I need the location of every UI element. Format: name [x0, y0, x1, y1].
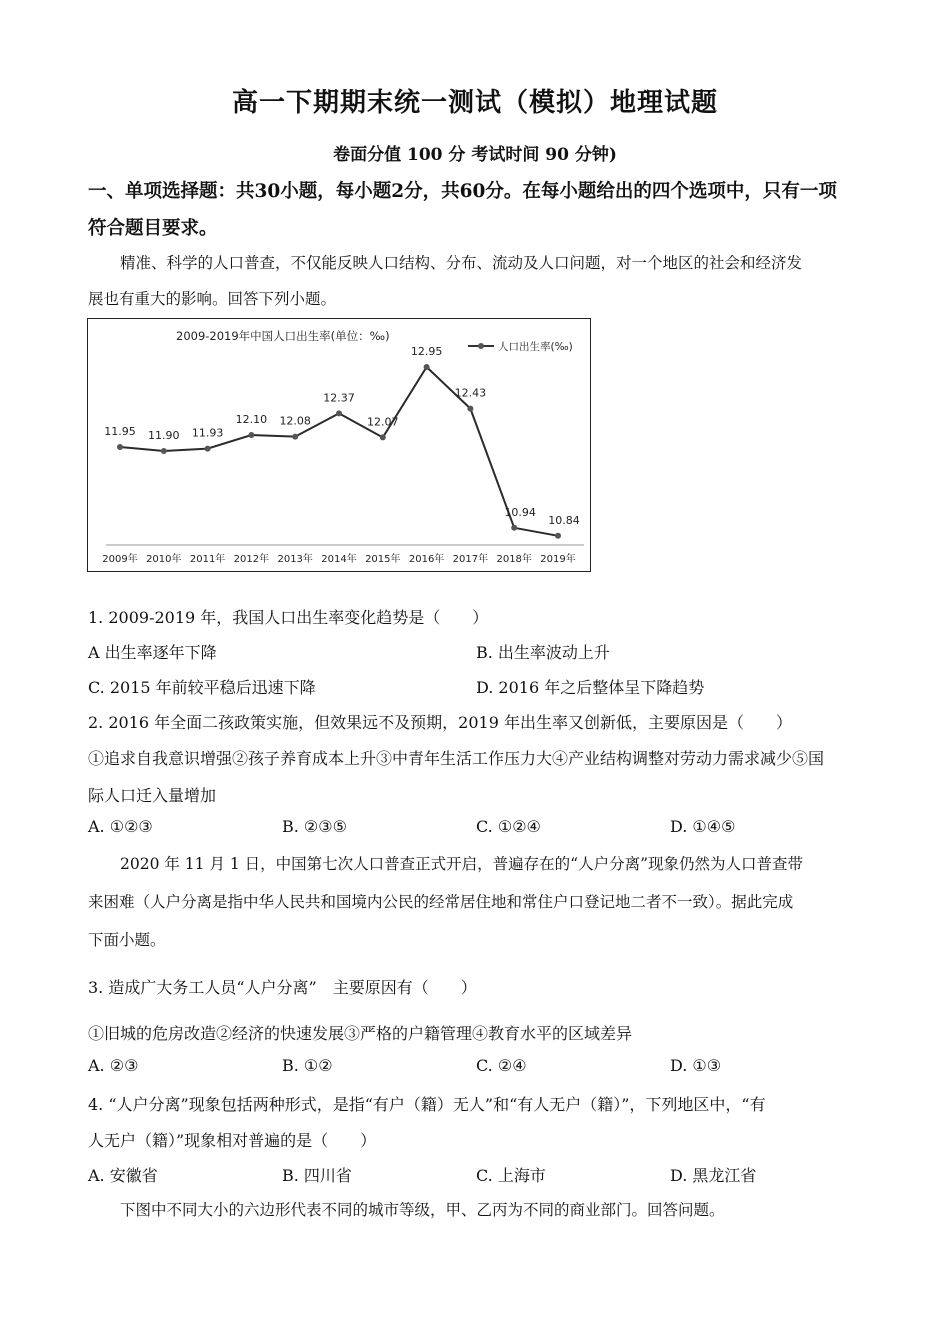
q4-text-line2: 人无户（籍）”现象相对普遍的是（ ）: [88, 1131, 377, 1150]
intro1-line1: 精准、科学的人口普查，不仅能反映人口结构、分布、流动及人口问题，对一个地区的社会和经济发: [120, 254, 803, 272]
q2-text: 2. 2016 年全面二孩政策实施，但效果远不及预期，2019 年出生率又创新低，主要原因是（ ）: [88, 713, 792, 732]
section-heading-line1: 一、单项选择题：共30小题，每小题2分，共60分。在每小题给出的四个选项中，只有一项: [88, 181, 837, 202]
data-label: 10.84: [548, 513, 580, 527]
data-label: 12.37: [323, 391, 355, 405]
x-tick-label: 2014年: [321, 554, 357, 565]
intro2-line1: 2020 年 11 月 1 日，中国第七次人口普查正式开启，普遍存在的“人户分离”现象仍然为人口普查带: [120, 855, 804, 873]
q1-text: 1. 2009-2019 年，我国人口出生率变化趋势是（ ）: [88, 608, 489, 627]
q3-text: 3. 造成广大务工人员“人户分离” 主要原因有（ ）: [88, 978, 477, 997]
intro1-line2: 展也有重大的影响。回答下列小题。: [88, 290, 337, 308]
x-tick-label: 2015年: [365, 554, 401, 565]
data-point: [511, 525, 517, 531]
chart-marks: [102, 345, 579, 565]
data-label: 12.08: [279, 414, 311, 428]
q3-option-b: B. ①②: [282, 1056, 333, 1075]
data-point: [205, 446, 211, 452]
q3-option-c: C. ②④: [476, 1056, 527, 1075]
birth-rate-chart: [87, 318, 591, 572]
q2-option-a: A. ①②③: [88, 817, 153, 836]
data-point: [248, 432, 254, 438]
q4-option-c: C. 上海市: [476, 1166, 546, 1185]
data-label: 11.95: [104, 425, 136, 438]
q4-text-line1: 4. “人户分离”现象包括两种形式，是指“有户（籍）无人”和“有人无户（籍）”，下列地区中，“有: [88, 1095, 766, 1114]
x-tick-label: 2013年: [277, 554, 313, 565]
q1-option-a: A 出生率逐年下降: [88, 643, 217, 662]
data-label: 11.90: [148, 429, 180, 442]
legend-marker: [478, 343, 484, 349]
data-point: [467, 406, 473, 412]
x-tick-label: 2019年: [540, 554, 576, 565]
intro2-line2: 来困难（人户分离是指中华人民共和国境内公民的经常居住地和常住户口登记地二者不一致）。据此完成: [88, 893, 794, 911]
intro3: 下图中不同大小的六边形代表不同的城市等级，甲、乙丙为不同的商业部门。回答问题。: [120, 1201, 725, 1219]
legend-label: 人口出生率(‰): [498, 341, 573, 353]
q3-option-d: D. ①③: [670, 1056, 722, 1075]
q2-option-c: C. ①②④: [476, 817, 541, 836]
section-heading-line2: 符合题目要求。: [88, 218, 218, 239]
q2-option-d: D. ①④⑤: [670, 817, 736, 836]
data-label: 12.95: [410, 345, 443, 358]
q1-option-d: D. 2016 年之后整体呈下降趋势: [476, 678, 705, 697]
data-point: [161, 448, 167, 454]
data-point: [292, 434, 298, 440]
data-label: 12.10: [235, 413, 268, 426]
data-point: [424, 364, 430, 370]
q4-option-d: D. 黑龙江省: [670, 1166, 757, 1185]
chart-title: 2009-2019年中国人口出生率(单位：‰): [176, 329, 390, 343]
data-point: [117, 444, 123, 450]
q2-stem-line2: 际人口迁入量增加: [88, 786, 217, 805]
q3-stem: ①旧城的危房改造②经济的快速发展③严格的户籍管理④教育水平的区域差异: [88, 1024, 633, 1043]
q4-option-b: B. 四川省: [282, 1166, 352, 1185]
x-tick-label: 2011年: [189, 554, 226, 565]
page-title: 高一下期期末统一测试（模拟）地理试题: [231, 88, 718, 118]
data-point: [555, 533, 561, 539]
data-point: [336, 410, 342, 416]
intro2-line3: 下面小题。: [88, 931, 166, 949]
x-tick-label: 2017年: [452, 554, 489, 565]
x-tick-label: 2009年: [102, 554, 138, 565]
data-label: 12.07: [367, 415, 399, 429]
q3-option-a: A. ②③: [88, 1056, 139, 1075]
exam-info: 卷面分值 100 分 考试时间 90 分钟): [333, 145, 617, 165]
chart-svg: [88, 319, 590, 571]
x-tick-label: 2018年: [496, 554, 532, 565]
data-label: 11.93: [191, 426, 224, 440]
data-point: [380, 434, 386, 440]
x-tick-label: 2012年: [233, 554, 270, 565]
q1-option-b: B. 出生率波动上升: [476, 643, 610, 662]
q1-option-c: C. 2015 年前较平稳后迅速下降: [88, 678, 316, 697]
q2-stem-line1: ①追求自我意识增强②孩子养育成本上升③中青年生活工作压力大④产业结构调整对劳动力需求减少⑤国: [88, 749, 825, 768]
data-label: 12.43: [454, 386, 487, 400]
x-tick-label: 2016年: [408, 554, 445, 565]
data-label: 10.94: [504, 505, 536, 519]
q2-option-b: B. ②③⑤: [282, 817, 347, 836]
q4-option-a: A. 安徽省: [88, 1166, 158, 1185]
x-tick-label: 2010年: [146, 554, 182, 565]
